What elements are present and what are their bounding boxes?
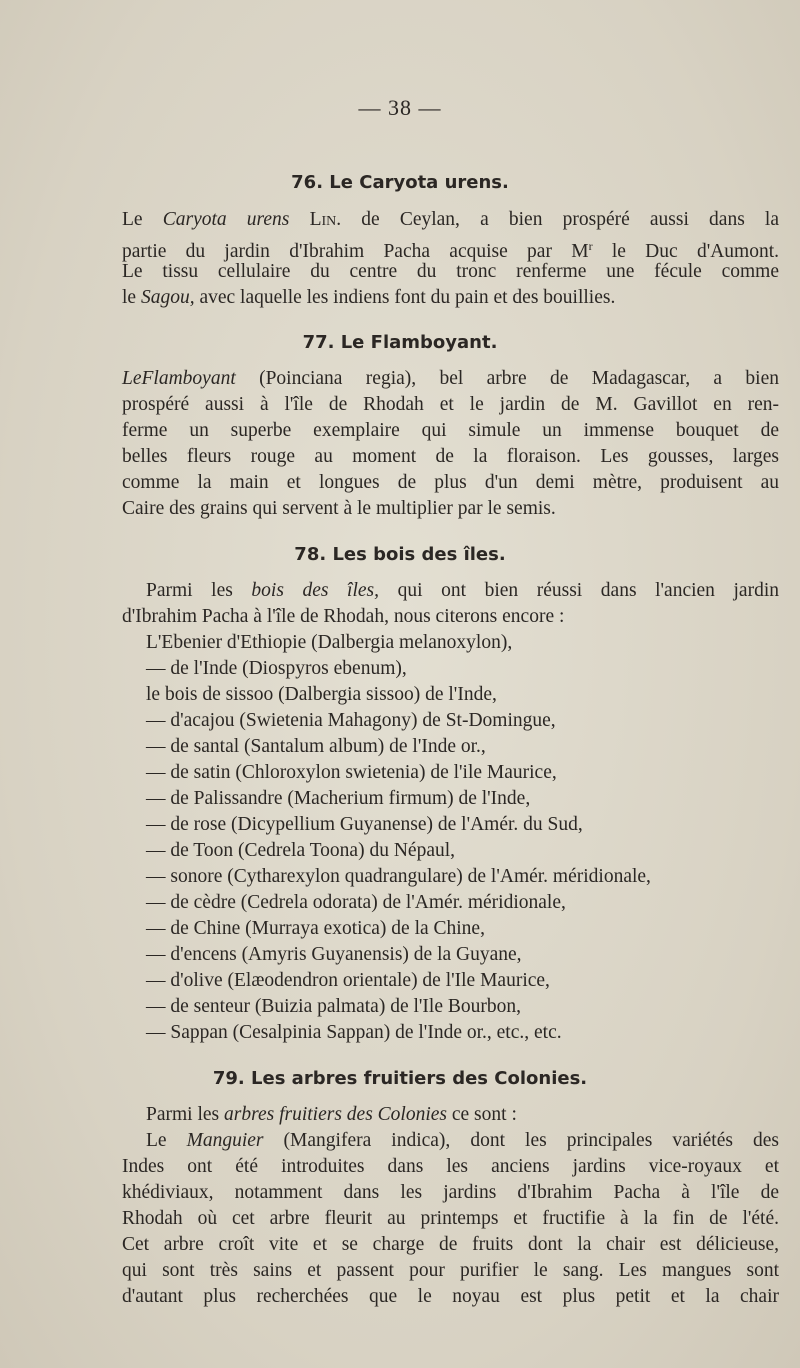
text-line: Rhodah où cet arbre fleurit au printemps et fructifie à la fin de l'été. xyxy=(122,1208,779,1229)
text-line: belles fleurs rouge au moment de la floraison. Les gousses, larges xyxy=(122,446,779,467)
text-line: Le tissu cellulaire du centre du tronc renferme une fécule comme xyxy=(122,261,779,282)
text-line: d'Ibrahim Pacha à l'île de Rhodah, nous citerons encore : xyxy=(122,606,565,627)
list-item: — de cèdre (Cedrela odorata) de l'Amér. méridionale, xyxy=(146,892,566,913)
text-line: Parmi les arbres fruitiers des Colonies ce sont : xyxy=(146,1104,517,1125)
list-item: — d'acajou (Swietenia Mahagony) de St-Domingue, xyxy=(146,710,556,731)
list-item: L'Ebenier d'Ethiopie (Dalbergia melanoxylon), xyxy=(146,632,513,653)
list-item: — d'olive (Elæodendron orientale) de l'Ile Maurice, xyxy=(146,970,550,991)
page-number: — 38 — xyxy=(358,95,442,120)
text-line: Indes ont été introduites dans les anciens jardins vice-royaux et xyxy=(122,1156,779,1177)
list-item: — de l'Inde (Diospyros ebenum), xyxy=(146,658,407,679)
list-item: — de Chine (Murraya exotica) de la Chine, xyxy=(146,918,485,939)
text-line: le Sagou, avec laquelle les indiens font du pain et des bouillies. xyxy=(122,287,616,308)
text-line: Parmi les bois des îles, qui ont bien réussi dans l'ancien jardin xyxy=(146,580,779,601)
text-line: d'autant plus recherchées que le noyau est plus petit et la chair xyxy=(122,1286,779,1307)
list-item: — Sappan (Cesalpinia Sappan) de l'Inde or., etc., etc. xyxy=(146,1022,562,1043)
section-79-heading: 79. Les arbres fruitiers des Colonies. xyxy=(212,1068,588,1089)
text-line: LeFlamboyant (Poinciana regia), bel arbre de Madagascar, a bien xyxy=(122,368,779,389)
text-line: Le Caryota urens Lin. de Ceylan, a bien prospéré aussi dans la xyxy=(122,209,780,230)
text-line: Caire des grains qui servent à le multiplier par le semis. xyxy=(122,498,556,519)
list-item: — de rose (Dicypellium Guyanense) de l'Amér. du Sud, xyxy=(146,814,583,835)
list-item: — de satin (Chloroxylon swietenia) de l'ile Maurice, xyxy=(146,762,557,783)
list-item: — de santal (Santalum album) de l'Inde or., xyxy=(146,736,486,757)
list-item: — d'encens (Amyris Guyanensis) de la Guyane, xyxy=(146,944,522,965)
text-line: khédiviaux, notamment dans les jardins d'Ibrahim Pacha à l'île de xyxy=(122,1182,779,1203)
list-item: — sonore (Cytharexylon quadrangulare) de l'Amér. méridionale, xyxy=(146,866,651,887)
text-line: qui sont très sains et passent pour purifier le sang. Les mangues sont xyxy=(122,1260,779,1281)
list-item: — de Palissandre (Macherium firmum) de l'Inde, xyxy=(146,788,531,809)
text-line: Le Manguier (Mangifera indica), dont les principales variétés des xyxy=(146,1130,779,1151)
text-line: partie du jardin d'Ibrahim Pacha acquise par $M^r$ le Duc d'Aumont. xyxy=(122,239,779,262)
text-line: Cet arbre croît vite et se charge de fruits dont la chair est délicieuse, xyxy=(122,1234,779,1255)
section-76-heading: 76. Le Caryota urens. xyxy=(291,172,509,193)
text-line: prospéré aussi à l'île de Rhodah et le jardin de M. Gavillot en ren- xyxy=(122,394,779,415)
text-line: ferme un superbe exemplaire qui simule un immense bouquet de xyxy=(122,420,779,441)
text-line: comme la main et longues de plus d'un demi mètre, produisent au xyxy=(122,472,779,493)
list-item: le bois de sissoo (Dalbergia sissoo) de l'Inde, xyxy=(146,684,497,705)
list-item: — de senteur (Buizia palmata) de l'Ile Bourbon, xyxy=(146,996,521,1017)
section-78-heading: 78. Les bois des îles. xyxy=(294,544,506,565)
section-77-heading: 77. Le Flamboyant. xyxy=(302,332,498,353)
list-item: — de Toon (Cedrela Toona) du Népaul, xyxy=(146,840,456,861)
